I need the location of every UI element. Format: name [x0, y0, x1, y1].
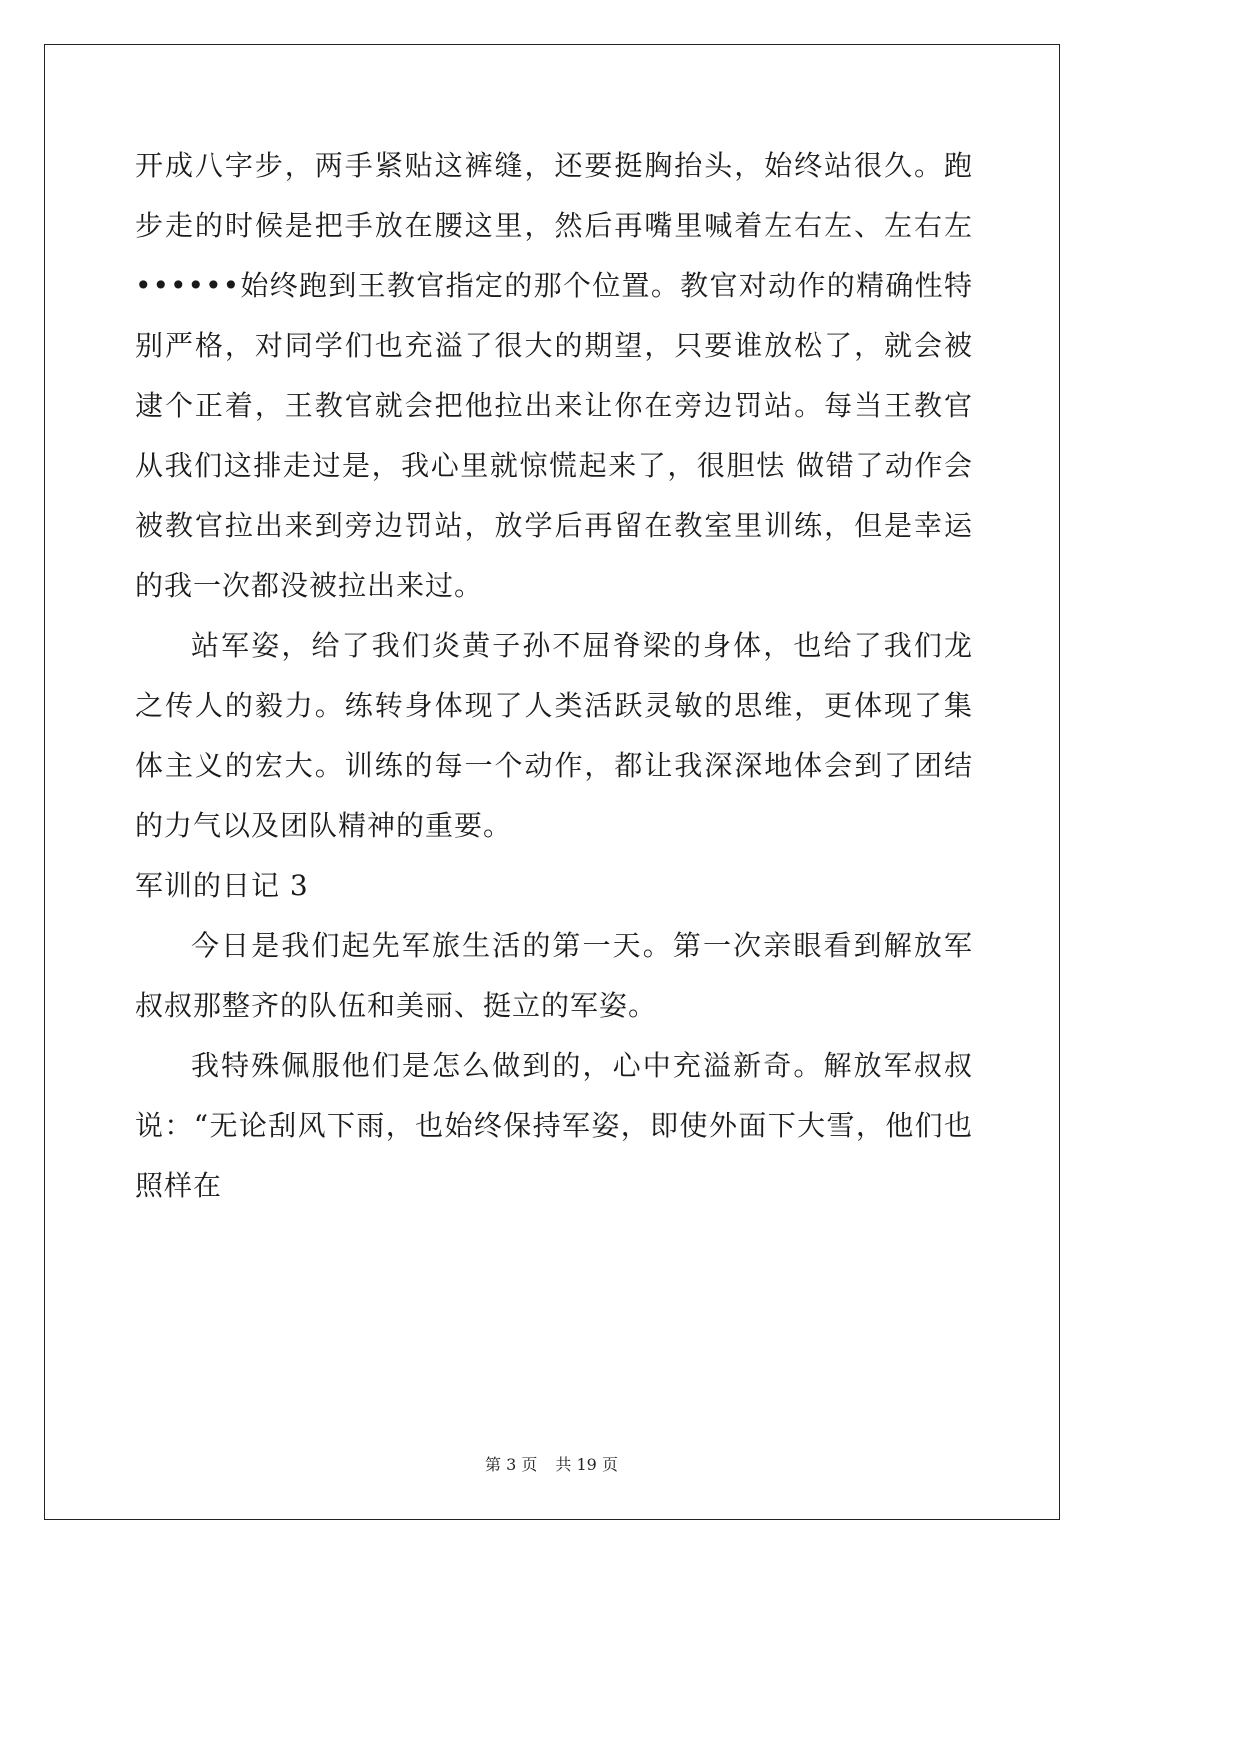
paragraph-2: 站军姿，给了我们炎黄子孙不屈脊梁的身体，也给了我们龙之传人的毅力。练转身体现了人类活跃灵敏的思维，更体现了集体主义的宏大。训练的每一个动作，都让我深深地体会到了团结的力气以及团队精神的重要。 [135, 629, 973, 842]
document-body [135, 136, 973, 1216]
paragraph-4: 我特殊佩服他们是怎么做到的，心中充溢新奇。解放军叔叔说：“无论刮风下雨，也始终保持军姿，即使外面下大雪，他们也照样在 [135, 1049, 973, 1202]
page-number: 第 3 页 [485, 1455, 538, 1474]
section-heading: 军训的日记 3 [135, 869, 309, 902]
page-footer [0, 1452, 1103, 1475]
paragraph-3: 今日是我们起先军旅生活的第一天。第一次亲眼看到解放军叔叔那整齐的队伍和美丽、挺立的军姿。 [135, 929, 973, 1022]
paragraph-1: 开成八字步，两手紧贴这裤缝，还要挺胸抬头，始终站很久。跑步走的时候是把手放在腰这里，然后再嘴里喊着左右左、左右左••••••始终跑到王教官指定的那个位置。教官对动作的精确性特别严格，对同学们也充溢了很大的期望，只要谁放松了，就会被逮个正着，王教官就会把他拉出来让你在旁边罚站。每当王教官从我们这排走过是，我心里就惊慌起来了，很胆怯 做错了动作会被教官拉出来到旁边罚站，放学后再留在教室里训练，但是幸运的我一次都没被拉出来过。 [135, 149, 973, 602]
page-total: 共 19 页 [555, 1455, 618, 1474]
